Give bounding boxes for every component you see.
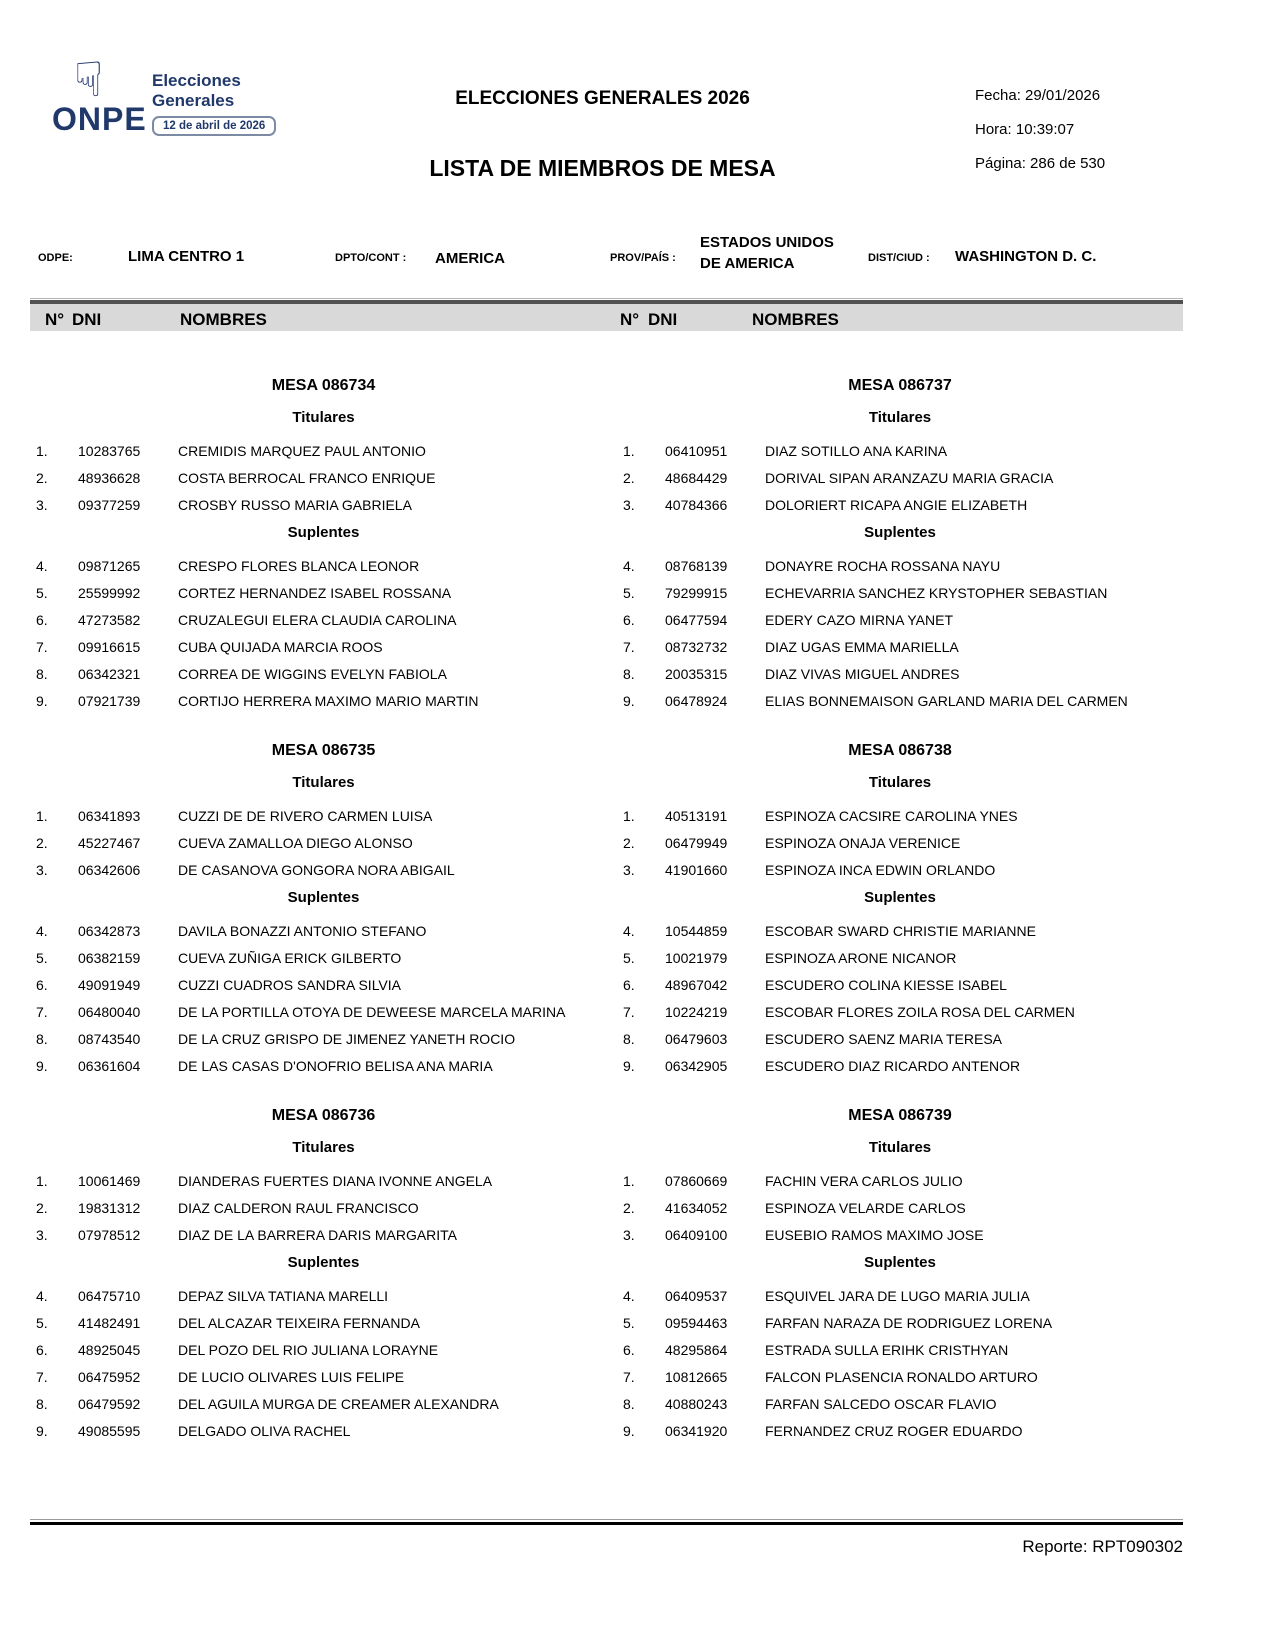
member-dni: 07921739 <box>78 692 141 709</box>
member-row <box>30 437 617 464</box>
member-name: DORIVAL SIPAN ARANZAZU MARIA GRACIA <box>765 469 1054 486</box>
member-dni: 48936628 <box>78 469 141 486</box>
member-name: DIAZ SOTILLO ANA KARINA <box>765 442 948 459</box>
member-number: 8. <box>623 665 635 682</box>
member-row <box>30 1025 617 1052</box>
member-dni: 06479603 <box>665 1030 728 1047</box>
member-row <box>617 1052 1183 1079</box>
member-name: FERNANDEZ CRUZ ROGER EDUARDO <box>765 1422 1023 1439</box>
member-dni: 40513191 <box>665 807 728 824</box>
member-dni: 08743540 <box>78 1030 141 1047</box>
member-row <box>30 1167 617 1194</box>
member-name: ESCOBAR SWARD CHRISTIE MARIANNE <box>765 922 1036 939</box>
col-header-nombres-left: NOMBRES <box>180 310 267 329</box>
member-name: ESTRADA SULLA ERIHK CRISTHYAN <box>765 1341 1009 1358</box>
member-number: 1. <box>36 442 48 459</box>
report-info <box>975 86 1105 188</box>
member-row <box>30 1336 617 1363</box>
table-header-bar <box>30 298 1183 331</box>
col-header-num-right: N° <box>620 310 640 329</box>
member-name: CROSBY RUSSO MARIA GABRIELA <box>178 496 412 513</box>
member-name: CORREA DE WIGGINS EVELYN FABIOLA <box>178 665 447 682</box>
member-row <box>30 1194 617 1221</box>
member-row <box>617 1309 1183 1336</box>
member-number: 7. <box>623 1003 635 1020</box>
member-dni: 41634052 <box>665 1199 728 1216</box>
member-row <box>30 1417 617 1444</box>
member-row <box>30 491 617 518</box>
member-number: 4. <box>623 922 635 939</box>
member-name: ESPINOZA ONAJA VERENICE <box>765 834 961 851</box>
member-row <box>30 1363 617 1390</box>
member-row <box>30 552 617 579</box>
member-row <box>617 464 1183 491</box>
voting-hand-icon: ☟ <box>74 54 104 107</box>
member-row <box>30 802 617 829</box>
member-name: DIANDERAS FUERTES DIANA IVONNE ANGELA <box>178 1172 493 1189</box>
suplentes-label: Suplentes <box>287 1254 360 1271</box>
member-number: 9. <box>36 1057 48 1074</box>
member-row <box>617 552 1183 579</box>
member-number: 3. <box>623 861 635 878</box>
member-dni: 06477594 <box>665 611 728 628</box>
member-dni: 06475710 <box>78 1287 141 1304</box>
prov-value-line1: ESTADOS UNIDOS <box>700 234 834 251</box>
member-number: 1. <box>623 1172 635 1189</box>
member-number: 2. <box>623 469 635 486</box>
member-dni: 06479592 <box>78 1395 141 1412</box>
member-name: DAVILA BONAZZI ANTONIO STEFANO <box>178 922 427 939</box>
member-row <box>617 944 1183 971</box>
member-name: ESQUIVEL JARA DE LUGO MARIA JULIA <box>765 1287 1030 1304</box>
member-row <box>30 1390 617 1417</box>
member-dni: 07978512 <box>78 1226 141 1243</box>
member-dni: 06480040 <box>78 1003 141 1020</box>
member-name: DIAZ UGAS EMMA MARIELLA <box>765 638 959 655</box>
member-name: DEL ALCAZAR TEIXEIRA FERNANDA <box>178 1314 420 1331</box>
col-header-num-left: N° <box>45 310 65 329</box>
member-row <box>617 579 1183 606</box>
mesa-column-left <box>30 376 617 1471</box>
member-name: ESPINOZA ARONE NICANOR <box>765 949 957 966</box>
member-number: 5. <box>36 1314 48 1331</box>
member-name: CUEVA ZUÑIGA ERICK GILBERTO <box>178 949 402 966</box>
dpto-label: DPTO/CONT : <box>335 252 407 264</box>
member-dni: 48684429 <box>665 469 728 486</box>
document-title: ELECCIONES GENERALES 2026 <box>455 88 750 109</box>
member-number: 5. <box>36 584 48 601</box>
member-name: DELGADO OLIVA RACHEL <box>178 1422 351 1439</box>
member-number: 6. <box>623 611 635 628</box>
dist-label: DIST/CIUD : <box>868 252 930 264</box>
member-row <box>617 1167 1183 1194</box>
member-row <box>30 856 617 883</box>
member-dni: 06361604 <box>78 1057 141 1074</box>
member-number: 3. <box>36 861 48 878</box>
dist-value: WASHINGTON D. C. <box>955 248 1097 265</box>
member-row <box>30 606 617 633</box>
member-name: ESPINOZA CACSIRE CAROLINA YNES <box>765 807 1018 824</box>
suplentes-label: Suplentes <box>864 524 936 541</box>
member-number: 1. <box>36 1172 48 1189</box>
member-dni: 09594463 <box>665 1314 728 1331</box>
member-number: 7. <box>36 1003 48 1020</box>
member-name: ESPINOZA INCA EDWIN ORLANDO <box>765 861 996 878</box>
member-dni: 06478924 <box>665 692 728 709</box>
member-name: DIAZ DE LA BARRERA DARIS MARGARITA <box>178 1226 458 1243</box>
odpe-label: ODPE: <box>38 252 73 264</box>
member-row <box>617 1417 1183 1444</box>
member-row <box>617 971 1183 998</box>
member-number: 6. <box>36 1341 48 1358</box>
member-name: FARFAN SALCEDO OSCAR FLAVIO <box>765 1395 997 1412</box>
member-row <box>30 917 617 944</box>
member-number: 5. <box>36 949 48 966</box>
page-footer <box>30 1519 1183 1557</box>
member-name: DONAYRE ROCHA ROSSANA NAYU <box>765 557 1001 574</box>
member-dni: 07860669 <box>665 1172 728 1189</box>
member-dni: 79299915 <box>665 584 728 601</box>
member-number: 7. <box>623 638 635 655</box>
member-dni: 06341893 <box>78 807 141 824</box>
table-header-row <box>30 300 1183 331</box>
member-row <box>617 1282 1183 1309</box>
suplentes-label: Suplentes <box>864 889 936 906</box>
member-dni: 06342606 <box>78 861 141 878</box>
member-row <box>617 1221 1183 1248</box>
member-number: 8. <box>36 1030 48 1047</box>
member-name: CORTEZ HERNANDEZ ISABEL ROSSANA <box>178 584 452 601</box>
member-name: CREMIDIS MARQUEZ PAUL ANTONIO <box>178 442 426 459</box>
member-name: DE LA PORTILLA OTOYA DE DEWEESE MARCELA MARINA <box>178 1003 566 1020</box>
member-row <box>617 802 1183 829</box>
member-name: DEL POZO DEL RIO JULIANA LORAYNE <box>178 1341 439 1358</box>
prov-value <box>700 232 834 274</box>
member-dni: 06382159 <box>78 949 141 966</box>
suplentes-label: Suplentes <box>287 524 360 541</box>
member-name: DEPAZ SILVA TATIANA MARELLI <box>178 1287 389 1304</box>
member-dni: 08732732 <box>665 638 728 655</box>
mesa-title: MESA 086736 <box>271 1107 376 1124</box>
location-meta <box>0 228 1275 292</box>
member-dni: 06475952 <box>78 1368 141 1385</box>
member-name: ESCOBAR FLORES ZOILA ROSA DEL CARMEN <box>765 1003 1075 1020</box>
onpe-wordmark: ONPE <box>52 101 147 137</box>
member-name: CORTIJO HERRERA MAXIMO MARIO MARTIN <box>178 692 479 709</box>
member-name: DIAZ VIVAS MIGUEL ANDRES <box>765 665 960 682</box>
member-number: 5. <box>623 584 635 601</box>
member-dni: 06409100 <box>665 1226 728 1243</box>
mesa-grid <box>30 376 1183 1471</box>
col-header-nombres-right: NOMBRES <box>752 310 839 329</box>
member-row <box>617 660 1183 687</box>
member-name: ESCUDERO COLINA KIESSE ISABEL <box>765 976 1007 993</box>
member-name: CUBA QUIJADA MARCIA ROOS <box>178 638 383 655</box>
member-dni: 45227467 <box>78 834 141 851</box>
member-name: FALCON PLASENCIA RONALDO ARTURO <box>765 1368 1038 1385</box>
member-number: 2. <box>36 1199 48 1216</box>
member-name: EUSEBIO RAMOS MAXIMO JOSE <box>765 1226 984 1243</box>
member-row <box>617 1336 1183 1363</box>
member-number: 2. <box>623 1199 635 1216</box>
member-dni: 09871265 <box>78 557 141 574</box>
report-code: Reporte: RPT090302 <box>1022 1537 1183 1556</box>
member-number: 5. <box>623 1314 635 1331</box>
member-row <box>30 971 617 998</box>
member-number: 7. <box>36 638 48 655</box>
member-dni: 10021979 <box>665 949 728 966</box>
titulares-label: Titulares <box>292 409 355 426</box>
member-row <box>617 1025 1183 1052</box>
member-name: COSTA BERROCAL FRANCO ENRIQUE <box>178 469 436 486</box>
member-number: 7. <box>623 1368 635 1385</box>
member-row <box>617 856 1183 883</box>
member-dni: 10224219 <box>665 1003 728 1020</box>
member-number: 6. <box>623 976 635 993</box>
member-number: 6. <box>623 1341 635 1358</box>
member-name: CUEVA ZAMALLOA DIEGO ALONSO <box>178 834 413 851</box>
member-dni: 48295864 <box>665 1341 728 1358</box>
member-name: FACHIN VERA CARLOS JULIO <box>765 1172 963 1189</box>
titulares-label: Titulares <box>868 774 932 791</box>
member-dni: 10061469 <box>78 1172 141 1189</box>
mesa-block <box>30 1106 617 1444</box>
member-dni: 25599992 <box>78 584 141 601</box>
member-row <box>617 998 1183 1025</box>
mesa-title: MESA 086735 <box>271 742 376 759</box>
member-row <box>617 491 1183 518</box>
member-row <box>30 579 617 606</box>
member-dni: 09916615 <box>78 638 141 655</box>
member-dni: 06341920 <box>665 1422 728 1439</box>
col-header-dni-right: DNI <box>648 310 678 329</box>
report-time: Hora: 10:39:07 <box>975 121 1075 138</box>
mesa-block <box>30 376 617 714</box>
mesa-column-right <box>617 376 1183 1471</box>
member-row <box>617 917 1183 944</box>
member-row <box>30 998 617 1025</box>
member-row <box>30 464 617 491</box>
mesa-title: MESA 086738 <box>848 742 952 759</box>
member-row <box>30 687 617 714</box>
member-number: 7. <box>36 1368 48 1385</box>
member-number: 6. <box>36 611 48 628</box>
prov-value-line2: DE AMERICA <box>700 255 795 272</box>
member-number: 9. <box>623 1422 635 1439</box>
member-number: 3. <box>623 1226 635 1243</box>
mesa-block <box>617 1106 1183 1444</box>
suplentes-label: Suplentes <box>864 1254 936 1271</box>
tagline-line1: Elecciones <box>152 71 241 90</box>
member-name: CRESPO FLORES BLANCA LEONOR <box>178 557 420 574</box>
titulares-label: Titulares <box>868 1139 932 1156</box>
suplentes-label: Suplentes <box>287 889 360 906</box>
member-name: EDERY CAZO MIRNA YANET <box>765 611 954 628</box>
col-header-dni-left: DNI <box>72 310 102 329</box>
page-content <box>30 376 1183 1471</box>
member-name: ELIAS BONNEMAISON GARLAND MARIA DEL CARMEN <box>765 692 1128 709</box>
member-row <box>30 944 617 971</box>
member-name: DE CASANOVA GONGORA NORA ABIGAIL <box>178 861 455 878</box>
titulares-label: Titulares <box>292 774 355 791</box>
member-row <box>30 1052 617 1079</box>
member-dni: 08768139 <box>665 557 728 574</box>
member-number: 4. <box>36 557 48 574</box>
member-row <box>30 1221 617 1248</box>
report-date: Fecha: 29/01/2026 <box>975 87 1101 104</box>
member-name: DE LA CRUZ GRISPO DE JIMENEZ YANETH ROCIO <box>178 1030 516 1047</box>
member-number: 1. <box>623 442 635 459</box>
mesa-title: MESA 086737 <box>848 377 952 394</box>
member-name: DOLORIERT RICAPA ANGIE ELIZABETH <box>765 496 1028 513</box>
dpto-value: AMERICA <box>435 250 505 267</box>
member-number: 4. <box>623 557 635 574</box>
tagline-line2: Generales <box>152 91 235 110</box>
member-row <box>30 633 617 660</box>
member-number: 1. <box>623 807 635 824</box>
member-name: ESPINOZA VELARDE CARLOS <box>765 1199 966 1216</box>
member-dni: 48967042 <box>665 976 728 993</box>
member-dni: 10283765 <box>78 442 141 459</box>
member-dni: 06342321 <box>78 665 141 682</box>
member-name: ESCUDERO SAENZ MARIA TERESA <box>765 1030 1003 1047</box>
member-number: 3. <box>623 496 635 513</box>
election-date-badge: 12 de abril de 2026 <box>152 116 276 136</box>
odpe-value: LIMA CENTRO 1 <box>128 248 245 265</box>
member-name: DE LUCIO OLIVARES LUIS FELIPE <box>178 1368 405 1385</box>
member-number: 8. <box>623 1030 635 1047</box>
member-row <box>617 829 1183 856</box>
titulares-label: Titulares <box>292 1139 355 1156</box>
member-row <box>617 633 1183 660</box>
mesa-block <box>617 376 1183 714</box>
member-dni: 10812665 <box>665 1368 728 1385</box>
document-subtitle: LISTA DE MIEMBROS DE MESA <box>429 155 776 181</box>
member-number: 2. <box>623 834 635 851</box>
member-dni: 49091949 <box>78 976 141 993</box>
mesa-block <box>617 741 1183 1079</box>
member-dni: 06342873 <box>78 922 141 939</box>
report-page: Página: 286 de 530 <box>975 155 1106 172</box>
member-number: 1. <box>36 807 48 824</box>
member-row <box>617 687 1183 714</box>
member-name: ECHEVARRIA SANCHEZ KRYSTOPHER SEBASTIAN <box>765 584 1108 601</box>
member-row <box>617 606 1183 633</box>
member-dni: 47273582 <box>78 611 141 628</box>
member-dni: 06410951 <box>665 442 728 459</box>
member-row <box>30 1309 617 1336</box>
member-number: 6. <box>36 976 48 993</box>
member-name: DE LAS CASAS D'ONOFRIO BELISA ANA MARIA <box>178 1057 493 1074</box>
member-dni: 20035315 <box>665 665 728 682</box>
mesa-title: MESA 086734 <box>271 377 376 394</box>
member-number: 2. <box>36 834 48 851</box>
member-number: 9. <box>623 1057 635 1074</box>
member-number: 8. <box>36 665 48 682</box>
member-row <box>30 660 617 687</box>
member-name: FARFAN NARAZA DE RODRIGUEZ LORENA <box>765 1314 1053 1331</box>
member-number: 4. <box>623 1287 635 1304</box>
titulares-label: Titulares <box>868 409 932 426</box>
mesa-block <box>30 741 617 1079</box>
member-dni: 40880243 <box>665 1395 728 1412</box>
member-row <box>617 437 1183 464</box>
member-name: DEL AGUILA MURGA DE CREAMER ALEXANDRA <box>178 1395 499 1412</box>
member-dni: 09377259 <box>78 496 141 513</box>
mesa-title: MESA 086739 <box>848 1107 952 1124</box>
prov-label: PROV/PAÍS : <box>610 252 676 264</box>
member-number: 4. <box>36 922 48 939</box>
member-dni: 48925045 <box>78 1341 141 1358</box>
member-number: 3. <box>36 1226 48 1243</box>
member-dni: 06409537 <box>665 1287 728 1304</box>
footer-divider-thin <box>30 1519 1183 1520</box>
member-name: CRUZALEGUI ELERA CLAUDIA CAROLINA <box>178 611 457 628</box>
member-row <box>617 1363 1183 1390</box>
member-number: 4. <box>36 1287 48 1304</box>
member-dni: 41482491 <box>78 1314 141 1331</box>
member-number: 9. <box>623 692 635 709</box>
member-number: 9. <box>36 692 48 709</box>
member-number: 9. <box>36 1422 48 1439</box>
member-name: CUZZI DE DE RIVERO CARMEN LUISA <box>178 807 433 824</box>
member-dni: 10544859 <box>665 922 728 939</box>
footer-divider-thick <box>30 1522 1183 1525</box>
member-number: 2. <box>36 469 48 486</box>
member-number: 5. <box>623 949 635 966</box>
member-number: 3. <box>36 496 48 513</box>
member-name: DIAZ CALDERON RAUL FRANCISCO <box>178 1199 419 1216</box>
member-dni: 06342905 <box>665 1057 728 1074</box>
member-dni: 06479949 <box>665 834 728 851</box>
member-dni: 49085595 <box>78 1422 141 1439</box>
member-name: ESCUDERO DIAZ RICARDO ANTENOR <box>765 1057 1021 1074</box>
member-row <box>617 1390 1183 1417</box>
member-dni: 41901660 <box>665 861 728 878</box>
member-row <box>30 1282 617 1309</box>
member-row <box>30 829 617 856</box>
member-name: CUZZI CUADROS SANDRA SILVIA <box>178 976 402 993</box>
member-number: 8. <box>36 1395 48 1412</box>
member-row <box>617 1194 1183 1221</box>
member-dni: 19831312 <box>78 1199 141 1216</box>
member-number: 8. <box>623 1395 635 1412</box>
member-dni: 40784366 <box>665 496 728 513</box>
